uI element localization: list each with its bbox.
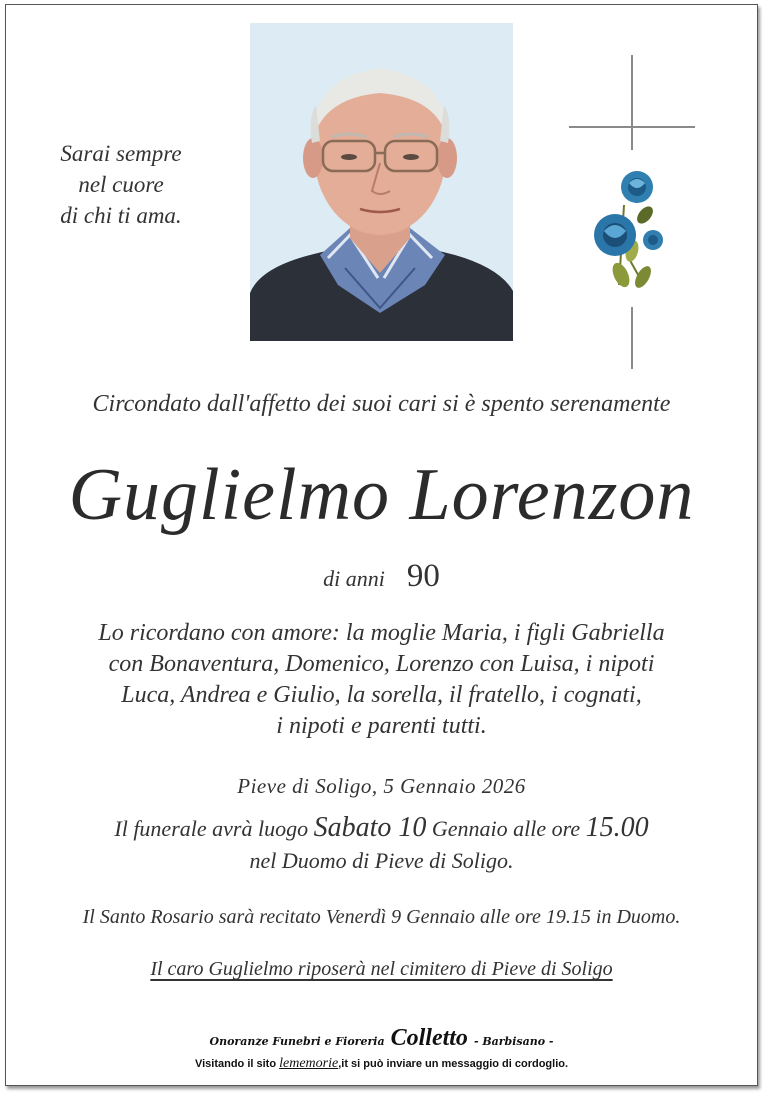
lememorie-link[interactable]: lememorie: [279, 1056, 339, 1071]
deceased-name: Guglielmo Lorenzon: [68, 454, 695, 536]
quote-line: di chi ti ama.: [60, 203, 182, 228]
cross-icon: [569, 55, 695, 369]
funeral-home-suffix: - Barbisano -: [473, 1035, 554, 1048]
intro-text: Circondato dall'affetto dei suoi cari si è spento serenamente: [92, 391, 671, 417]
burial-info: [6, 958, 757, 981]
condolence-prefix: Visitando il sito: [194, 1058, 277, 1070]
funeral-line: [6, 812, 757, 845]
funeral-info: [6, 812, 757, 877]
funeral-home-brand: Colletto: [390, 1025, 468, 1051]
mourners-line: Lo ricordano con amore: la moglie Maria, i figli Gabriella: [98, 620, 665, 646]
rose-icon: [594, 171, 663, 290]
condolence-suffix: ,it si può inviare un messaggio di cordoglio.: [338, 1058, 569, 1070]
funeral-prefix: Il funerale avrà luogo: [114, 816, 309, 841]
funeral-month: Gennaio alle ore: [431, 816, 581, 841]
rosary-info: Il Santo Rosario sarà recitato Venerdì 9 Gennaio alle ore 19.15 in Duomo.: [82, 906, 681, 928]
age-label: di anni: [323, 566, 385, 591]
funeral-home-line: [6, 1025, 757, 1052]
age-value: 90: [406, 558, 440, 594]
portrait-photo: [250, 23, 513, 341]
quote: [46, 138, 196, 231]
burial-text: Il caro Guglielmo riposerà nel cimitero di Pieve di Soligo: [150, 958, 613, 980]
obituary-notice: [5, 4, 758, 1086]
funeral-time: 15.00: [585, 812, 649, 843]
mourners-line: i nipoti e parenti tutti.: [276, 713, 487, 739]
funeral-location: nel Duomo di Pieve di Soligo.: [249, 848, 514, 873]
mourners-line: Luca, Andrea e Giulio, la sorella, il fratello, i cognati,: [121, 682, 642, 708]
mourners-list: [6, 618, 757, 742]
quote-line: nel cuore: [78, 172, 164, 197]
quote-line: Sarai sempre: [60, 141, 182, 166]
funeral-day: Sabato 10: [313, 812, 427, 843]
age: [6, 558, 757, 595]
condolence-line: [6, 1056, 757, 1072]
funeral-home-prefix: Onoranze Funebri e Fioreria: [209, 1035, 385, 1048]
mourners-line: con Bonaventura, Domenico, Lorenzo con Luisa, i nipoti: [108, 651, 655, 677]
place-date: Pieve di Soligo, 5 Gennaio 2026: [237, 774, 526, 798]
